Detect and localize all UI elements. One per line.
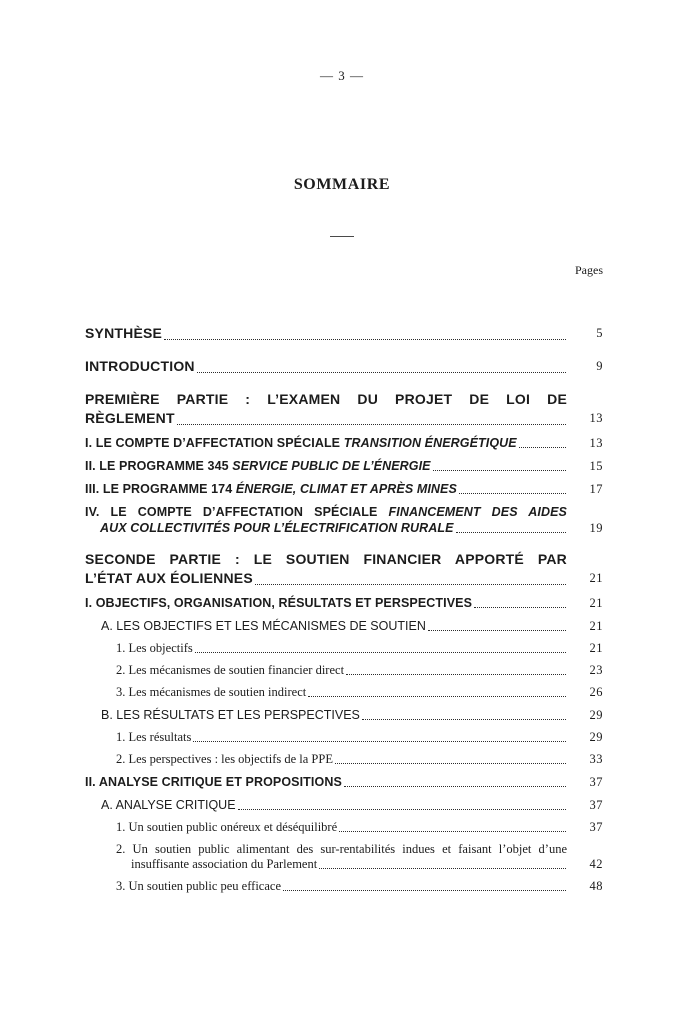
toc-entry (116, 663, 603, 678)
toc-entry-text: 1. Les résultats (116, 730, 192, 744)
toc-entry-line (85, 409, 603, 428)
toc-entry-text: A. ANALYSE CRITIQUE (101, 798, 236, 812)
toc-page-number: 42 (589, 857, 603, 871)
dot-leader (459, 493, 566, 494)
toc-entry (85, 324, 603, 343)
toc-page-number: 13 (589, 411, 603, 425)
toc-entry (116, 752, 603, 767)
toc-entry-line (116, 820, 603, 835)
toc-entry-text: III. LE PROGRAMME 174 ÉNERGIE, CLIMAT ET APRÈS MINES (85, 482, 457, 496)
pages-column-label: Pages (575, 263, 603, 277)
toc-entry-line (85, 595, 603, 611)
dot-leader (362, 719, 566, 720)
toc-entry-line (85, 504, 567, 520)
toc-entry-line (85, 458, 603, 474)
dot-leader (195, 652, 566, 653)
toc-entry (85, 595, 603, 611)
dot-leader (197, 372, 566, 373)
toc-entry-line (85, 520, 603, 536)
toc-entry-text: I. OBJECTIFS, ORGANISATION, RÉSULTATS ET PERSPECTIVES (85, 596, 473, 610)
toc-entry (85, 357, 603, 376)
toc-entry (85, 435, 603, 451)
toc-entry-text: 2. Un soutien public alimentant des sur-rentabilités indues et faisant l’objet d’une (116, 842, 567, 856)
toc-entry (116, 730, 603, 745)
dot-leader (255, 584, 566, 585)
page-title: SOMMAIRE (293, 176, 391, 193)
toc-entry (85, 550, 603, 588)
toc-page-number: 23 (589, 663, 603, 677)
toc-page-number: 21 (589, 641, 603, 655)
table-of-contents (85, 324, 603, 894)
toc-page-number: 13 (589, 436, 603, 450)
toc-entry-text: 1. Un soutien public onéreux et déséquilibré (116, 820, 338, 834)
toc-entry-line (85, 569, 603, 588)
dot-leader (283, 890, 566, 891)
toc-entry-line (116, 842, 567, 857)
toc-entry (85, 504, 603, 536)
toc-entry-text: I. LE COMPTE D’AFFECTATION SPÉCIALE TRANSITION ÉNERGÉTIQUE (85, 436, 517, 450)
toc-page-number: 48 (589, 879, 603, 893)
toc-entry-line (101, 618, 603, 634)
dot-leader (177, 424, 566, 425)
dot-leader (346, 674, 566, 675)
toc-entry-line (116, 752, 603, 767)
dot-leader (344, 786, 566, 787)
toc-entry-line (85, 481, 603, 497)
toc-entry-text: L’ÉTAT AUX ÉOLIENNES (85, 570, 253, 586)
toc-entry-line (116, 641, 603, 656)
toc-entry-text: II. ANALYSE CRITIQUE ET PROPOSITIONS (85, 775, 342, 789)
toc-page-number: 21 (589, 619, 603, 633)
toc-entry-line (101, 797, 603, 813)
toc-entry-line (116, 685, 603, 700)
toc-entry (85, 458, 603, 474)
toc-page-number: 21 (589, 596, 603, 610)
toc-entry-line (85, 324, 603, 343)
toc-entry-text: II. LE PROGRAMME 345 SERVICE PUBLIC DE L’ÉNERGIE (85, 459, 431, 473)
toc-entry (116, 641, 603, 656)
toc-page-number: 9 (596, 359, 603, 373)
dot-leader (319, 868, 566, 869)
toc-entry-line (85, 550, 567, 569)
toc-entry (116, 879, 603, 894)
dot-leader (433, 470, 566, 471)
toc-page-number: 19 (589, 521, 603, 535)
toc-entry-text: RÈGLEMENT (85, 410, 175, 426)
toc-entry-text: 1. Les objectifs (116, 641, 193, 655)
toc-entry (101, 797, 603, 813)
toc-entry (101, 707, 603, 723)
toc-page-number: 33 (589, 752, 603, 766)
toc-entry-text: IV. LE COMPTE D’AFFECTATION SPÉCIALE FINANCEMENT DES AIDES (85, 505, 567, 519)
toc-entry-text: AUX COLLECTIVITÉS POUR L’ÉLECTRIFICATION RURALE (100, 521, 454, 535)
toc-entry-line (85, 435, 603, 451)
toc-entry (85, 481, 603, 497)
toc-entry-text: B. LES RÉSULTATS ET LES PERSPECTIVES (101, 708, 360, 722)
toc-entry-text: 2. Les perspectives : les objectifs de la PPE (116, 752, 333, 766)
toc-entry-text: A. LES OBJECTIFS ET LES MÉCANISMES DE SOUTIEN (101, 619, 426, 633)
toc-entry-text: INTRODUCTION (85, 358, 195, 374)
dot-leader (456, 532, 566, 533)
dot-leader (308, 696, 566, 697)
toc-entry-line (116, 879, 603, 894)
toc-page-number: 5 (596, 326, 603, 340)
toc-entry-line (116, 663, 603, 678)
toc-entry (101, 618, 603, 634)
dot-leader (428, 630, 566, 631)
toc-entry (116, 842, 603, 872)
dot-leader (474, 607, 566, 608)
dot-leader (339, 831, 566, 832)
dot-leader (193, 741, 566, 742)
toc-entry (85, 774, 603, 790)
toc-entry-text: 2. Les mécanismes de soutien financier direct (116, 663, 345, 677)
toc-entry (85, 390, 603, 428)
dot-leader (335, 763, 566, 764)
toc-entry-line (85, 774, 603, 790)
toc-entry-line (116, 857, 603, 872)
toc-page-number: 15 (589, 459, 603, 473)
toc-page-number: 37 (589, 820, 603, 834)
page-folio: — 3 — (320, 68, 364, 83)
toc-page-number: 37 (589, 775, 603, 789)
toc-entry-text: 3. Un soutien public peu efficace (116, 879, 281, 893)
toc-entry-text: 3. Les mécanismes de soutien indirect (116, 685, 307, 699)
toc-entry-text: SYNTHÈSE (85, 325, 163, 341)
toc-entry-line (101, 707, 603, 723)
toc-page-number: 21 (589, 571, 603, 585)
dot-leader (238, 809, 566, 810)
dot-leader (519, 447, 566, 448)
toc-entry (116, 820, 603, 835)
toc-page-number: 26 (589, 685, 603, 699)
toc-page-number: 17 (589, 482, 603, 496)
toc-entry-line (116, 730, 603, 745)
toc-entry-text: SECONDE PARTIE : LE SOUTIEN FINANCIER APPORTÉ PAR (85, 551, 567, 567)
toc-page-number: 37 (589, 798, 603, 812)
toc-page-number: 29 (589, 708, 603, 722)
toc-page-number: 29 (589, 730, 603, 744)
toc-entry-text: insuffisante association du Parlement (131, 857, 318, 871)
toc-entry (116, 685, 603, 700)
title-divider (330, 236, 354, 237)
toc-entry-text: PREMIÈRE PARTIE : L’EXAMEN DU PROJET DE LOI DE (85, 391, 567, 407)
toc-entry-line (85, 357, 603, 376)
dot-leader (164, 339, 566, 340)
toc-entry-line (85, 390, 567, 409)
